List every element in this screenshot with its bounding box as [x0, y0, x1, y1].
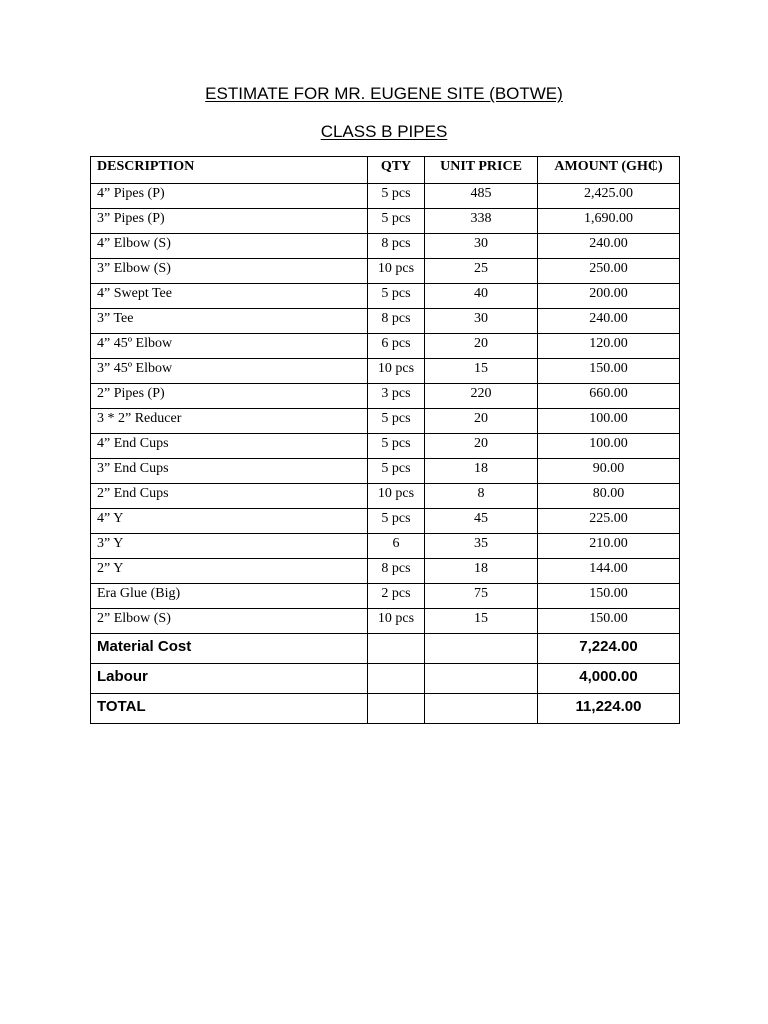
table-row	[91, 459, 680, 484]
cell-description: 3” Pipes (P)	[91, 209, 368, 234]
header-unit-price: UNIT PRICE	[425, 157, 538, 184]
cell-unit-price: 35	[425, 534, 538, 559]
table-row	[91, 584, 680, 609]
table-row	[91, 434, 680, 459]
cell-amount: 2,425.00	[538, 184, 680, 209]
cell-qty: 10 pcs	[368, 609, 425, 634]
cell-qty: 3 pcs	[368, 384, 425, 409]
cell-unit-price: 30	[425, 234, 538, 259]
cell-unit-price: 40	[425, 284, 538, 309]
cell-unit-price: 30	[425, 309, 538, 334]
cell-qty: 10 pcs	[368, 484, 425, 509]
cell-description: 2” End Cups	[91, 484, 368, 509]
estimate-table	[90, 156, 680, 724]
cell-qty: 5 pcs	[368, 209, 425, 234]
cell-unit-price: 485	[425, 184, 538, 209]
header-qty: QTY	[368, 157, 425, 184]
table-row	[91, 484, 680, 509]
cell-unit-price: 15	[425, 359, 538, 384]
cell-description: 3” End Cups	[91, 459, 368, 484]
cell-unit-price: 338	[425, 209, 538, 234]
empty-cell	[368, 694, 425, 724]
total-label: TOTAL	[91, 694, 368, 724]
cell-description: 3 * 2” Reducer	[91, 409, 368, 434]
cell-qty: 10 pcs	[368, 259, 425, 284]
labour-row	[91, 664, 680, 694]
table-row	[91, 284, 680, 309]
cell-unit-price: 75	[425, 584, 538, 609]
empty-cell	[425, 664, 538, 694]
cell-unit-price: 45	[425, 509, 538, 534]
cell-unit-price: 20	[425, 334, 538, 359]
cell-qty: 8 pcs	[368, 309, 425, 334]
cell-unit-price: 220	[425, 384, 538, 409]
cell-amount: 240.00	[538, 234, 680, 259]
cell-qty: 8 pcs	[368, 234, 425, 259]
empty-cell	[368, 664, 425, 694]
cell-description: 3” 45º Elbow	[91, 359, 368, 384]
total-row	[91, 694, 680, 724]
cell-description: 2” Elbow (S)	[91, 609, 368, 634]
header-amount: AMOUNT (GH₵)	[538, 157, 680, 184]
labour-amount: 4,000.00	[538, 664, 680, 694]
cell-amount: 660.00	[538, 384, 680, 409]
cell-unit-price: 20	[425, 434, 538, 459]
table-row	[91, 209, 680, 234]
cell-qty: 2 pcs	[368, 584, 425, 609]
table-row	[91, 559, 680, 584]
table-header-row	[91, 157, 680, 184]
table-row	[91, 409, 680, 434]
cell-description: 2” Y	[91, 559, 368, 584]
table-row	[91, 259, 680, 284]
empty-cell	[425, 634, 538, 664]
cell-unit-price: 18	[425, 459, 538, 484]
cell-amount: 1,690.00	[538, 209, 680, 234]
cell-description: 4” 45º Elbow	[91, 334, 368, 359]
cell-unit-price: 15	[425, 609, 538, 634]
table-row	[91, 609, 680, 634]
cell-description: 3” Tee	[91, 309, 368, 334]
cell-description: Era Glue (Big)	[91, 584, 368, 609]
table-row	[91, 509, 680, 534]
empty-cell	[368, 634, 425, 664]
cell-amount: 120.00	[538, 334, 680, 359]
cell-description: 2” Pipes (P)	[91, 384, 368, 409]
cell-unit-price: 25	[425, 259, 538, 284]
table-row	[91, 334, 680, 359]
cell-qty: 5 pcs	[368, 284, 425, 309]
cell-description: 3” Y	[91, 534, 368, 559]
cell-amount: 144.00	[538, 559, 680, 584]
cell-amount: 240.00	[538, 309, 680, 334]
cell-amount: 150.00	[538, 609, 680, 634]
cell-qty: 6 pcs	[368, 334, 425, 359]
cell-qty: 5 pcs	[368, 184, 425, 209]
cell-description: 4” Pipes (P)	[91, 184, 368, 209]
cell-qty: 10 pcs	[368, 359, 425, 384]
cell-unit-price: 8	[425, 484, 538, 509]
cell-amount: 150.00	[538, 584, 680, 609]
total-amount: 11,224.00	[538, 694, 680, 724]
cell-description: 4” Elbow (S)	[91, 234, 368, 259]
cell-description: 3” Elbow (S)	[91, 259, 368, 284]
document-title: ESTIMATE FOR MR. EUGENE SITE (BOTWE)	[205, 84, 563, 103]
table-row	[91, 309, 680, 334]
table-row	[91, 359, 680, 384]
cell-amount: 250.00	[538, 259, 680, 284]
cell-description: 4” End Cups	[91, 434, 368, 459]
labour-label: Labour	[91, 664, 368, 694]
cell-qty: 5 pcs	[368, 459, 425, 484]
document-subtitle: CLASS B PIPES	[320, 122, 448, 141]
table-row	[91, 534, 680, 559]
cell-amount: 80.00	[538, 484, 680, 509]
cell-unit-price: 18	[425, 559, 538, 584]
cell-amount: 90.00	[538, 459, 680, 484]
cell-amount: 150.00	[538, 359, 680, 384]
cell-qty: 8 pcs	[368, 559, 425, 584]
table-row	[91, 384, 680, 409]
cell-amount: 210.00	[538, 534, 680, 559]
cell-amount: 100.00	[538, 434, 680, 459]
table-row	[91, 184, 680, 209]
cell-qty: 5 pcs	[368, 409, 425, 434]
cell-amount: 100.00	[538, 409, 680, 434]
cell-description: 4” Y	[91, 509, 368, 534]
material-cost-amount: 7,224.00	[538, 634, 680, 664]
material-cost-row	[91, 634, 680, 664]
cell-amount: 225.00	[538, 509, 680, 534]
table-row	[91, 234, 680, 259]
cell-unit-price: 20	[425, 409, 538, 434]
empty-cell	[425, 694, 538, 724]
cell-description: 4” Swept Tee	[91, 284, 368, 309]
cell-amount: 200.00	[538, 284, 680, 309]
cell-qty: 6	[368, 534, 425, 559]
material-cost-label: Material Cost	[91, 634, 368, 664]
header-description: DESCRIPTION	[91, 157, 368, 184]
cell-qty: 5 pcs	[368, 434, 425, 459]
cell-qty: 5 pcs	[368, 509, 425, 534]
